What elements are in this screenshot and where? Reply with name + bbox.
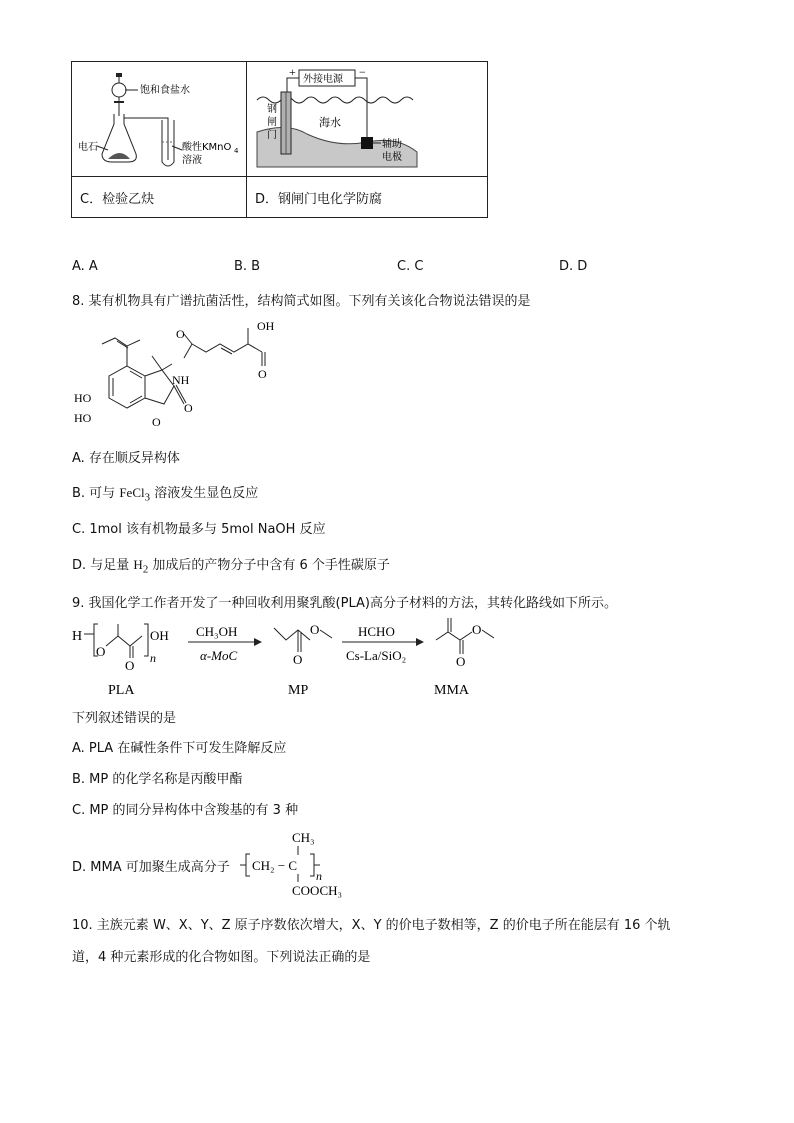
- poly-cooch3: COOCH₃: [292, 883, 343, 898]
- q9-option-c[interactable]: C. MP 的同分异构体中含羧基的有 3 种: [72, 803, 299, 818]
- q8-option-d-sub: 2: [142, 563, 149, 576]
- q8-label-ho2: HO: [74, 411, 92, 425]
- label-aux-2: 电极: [382, 152, 402, 163]
- q8-label-oh: OH: [257, 319, 275, 333]
- q7-option-a[interactable]: A. A: [72, 259, 98, 274]
- q8-option-b-pre: B. 可与: [72, 486, 116, 501]
- mma-o2: O: [472, 622, 482, 637]
- q8-label-ho1: HO: [74, 391, 92, 405]
- cell-d-image: [247, 62, 488, 177]
- cell-c-image: [72, 62, 247, 177]
- q8-option-d-pre: D. 与足量: [72, 558, 134, 573]
- reagent1-bottom: α-MoC: [200, 648, 238, 663]
- label-external-power: 外接电源: [303, 74, 343, 85]
- q9-polymer-structure: [240, 828, 380, 898]
- reagent2-bottom: Cs-La/SiO₂: [346, 648, 407, 663]
- q8-option-b-sub: 3: [144, 491, 151, 504]
- label-minus: −: [359, 65, 366, 79]
- q9-reaction-scheme: [70, 616, 510, 702]
- q8-option-d[interactable]: [72, 554, 390, 576]
- q9-option-a[interactable]: A. PLA 在碱性条件下可发生降解反应: [72, 741, 287, 756]
- q7-option-c[interactable]: C. C: [397, 259, 424, 274]
- q7-option-b[interactable]: B. B: [234, 259, 261, 274]
- mp-o2: O: [310, 622, 320, 637]
- label-mp: MP: [288, 683, 309, 698]
- q10-stem-line2: 道，4 种元素形成的化合物如图。下列说法正确的是: [72, 950, 371, 965]
- q8-option-b-post: 溶液发生显色反应: [154, 486, 259, 501]
- pla-n: n: [150, 651, 156, 665]
- q8-option-d-chem: H: [133, 557, 143, 572]
- label-saturated-brine: 饱和食盐水: [140, 85, 190, 96]
- pla-o-dbl: O: [125, 658, 135, 673]
- caption-d: D．钢闸门电化学防腐: [247, 177, 488, 218]
- q10-stem-line1: 10. 主族元素 W、X、Y、Z 原子序数依次增大，X、Y 的价电子数相等，Z 的价电子所在能层有 16 个轨: [72, 918, 671, 933]
- label-gate-1: 钢: [267, 104, 277, 115]
- q9-option-d[interactable]: D. MMA 可加聚生成高分子: [72, 860, 230, 875]
- reagent1-top: CH₃OH: [196, 624, 238, 639]
- label-gate-2: 闸: [267, 117, 277, 128]
- label-aux-1: 辅助: [382, 139, 402, 150]
- label-solution: 溶液: [182, 155, 202, 166]
- caption-c: C．检验乙炔: [72, 177, 247, 218]
- poly-ch3: CH₃: [292, 830, 315, 845]
- q8-label-o-ring: O: [152, 415, 161, 429]
- label-pla: PLA: [108, 683, 135, 698]
- pla-oh: OH: [150, 628, 169, 643]
- poly-n: n: [316, 869, 322, 883]
- q7-option-d[interactable]: D. D: [559, 259, 588, 274]
- q8-option-b-chem: FeCl: [119, 485, 145, 500]
- reagent2-top: HCHO: [358, 624, 395, 639]
- experiment-table: [71, 61, 488, 218]
- label-kmno4: 酸性KMnO: [182, 142, 232, 153]
- label-kmno4-sub: 4: [234, 147, 239, 155]
- q9-option-b[interactable]: B. MP 的化学名称是丙酸甲酯: [72, 772, 243, 787]
- label-plus: +: [289, 65, 296, 79]
- q8-stem: 8. 某有机物具有广谱抗菌活性，结构简式如图。下列有关该化合物说法错误的是: [72, 294, 531, 309]
- q8-label-nh: NH: [172, 373, 190, 387]
- acetylene-apparatus-diagram: [72, 62, 246, 176]
- q8-option-b[interactable]: [72, 482, 258, 504]
- label-calcium-carbide: 电石: [78, 142, 98, 153]
- label-mma: MMA: [434, 683, 470, 698]
- mma-o: O: [456, 654, 466, 669]
- q9-sub-stem: 下列叙述错误的是: [72, 711, 177, 726]
- pla-o: O: [96, 644, 106, 659]
- q9-stem: 9. 我国化学工作者开发了一种回收利用聚乳酸(PLA)高分子材料的方法，其转化路线如下所示。: [72, 596, 617, 611]
- q8-option-c[interactable]: C. 1mol 该有机物最多与 5mol NaOH 反应: [72, 522, 326, 537]
- q8-option-a[interactable]: A. 存在顺反异构体: [72, 451, 180, 466]
- label-seawater: 海水: [319, 116, 341, 129]
- poly-main: CH₂ − C: [252, 858, 298, 873]
- pla-h: H: [72, 629, 83, 644]
- mp-o: O: [293, 652, 303, 667]
- q8-label-o1: O: [176, 327, 185, 341]
- q8-label-o-ketone: O: [184, 401, 193, 415]
- q8-label-o2: O: [258, 367, 267, 381]
- q8-option-d-post: 加成后的产物分子中含有 6 个手性碳原子: [152, 558, 390, 573]
- label-gate-3: 门: [267, 130, 277, 141]
- steel-gate-protection-diagram: [247, 62, 487, 176]
- q8-structure-diagram: [72, 314, 292, 436]
